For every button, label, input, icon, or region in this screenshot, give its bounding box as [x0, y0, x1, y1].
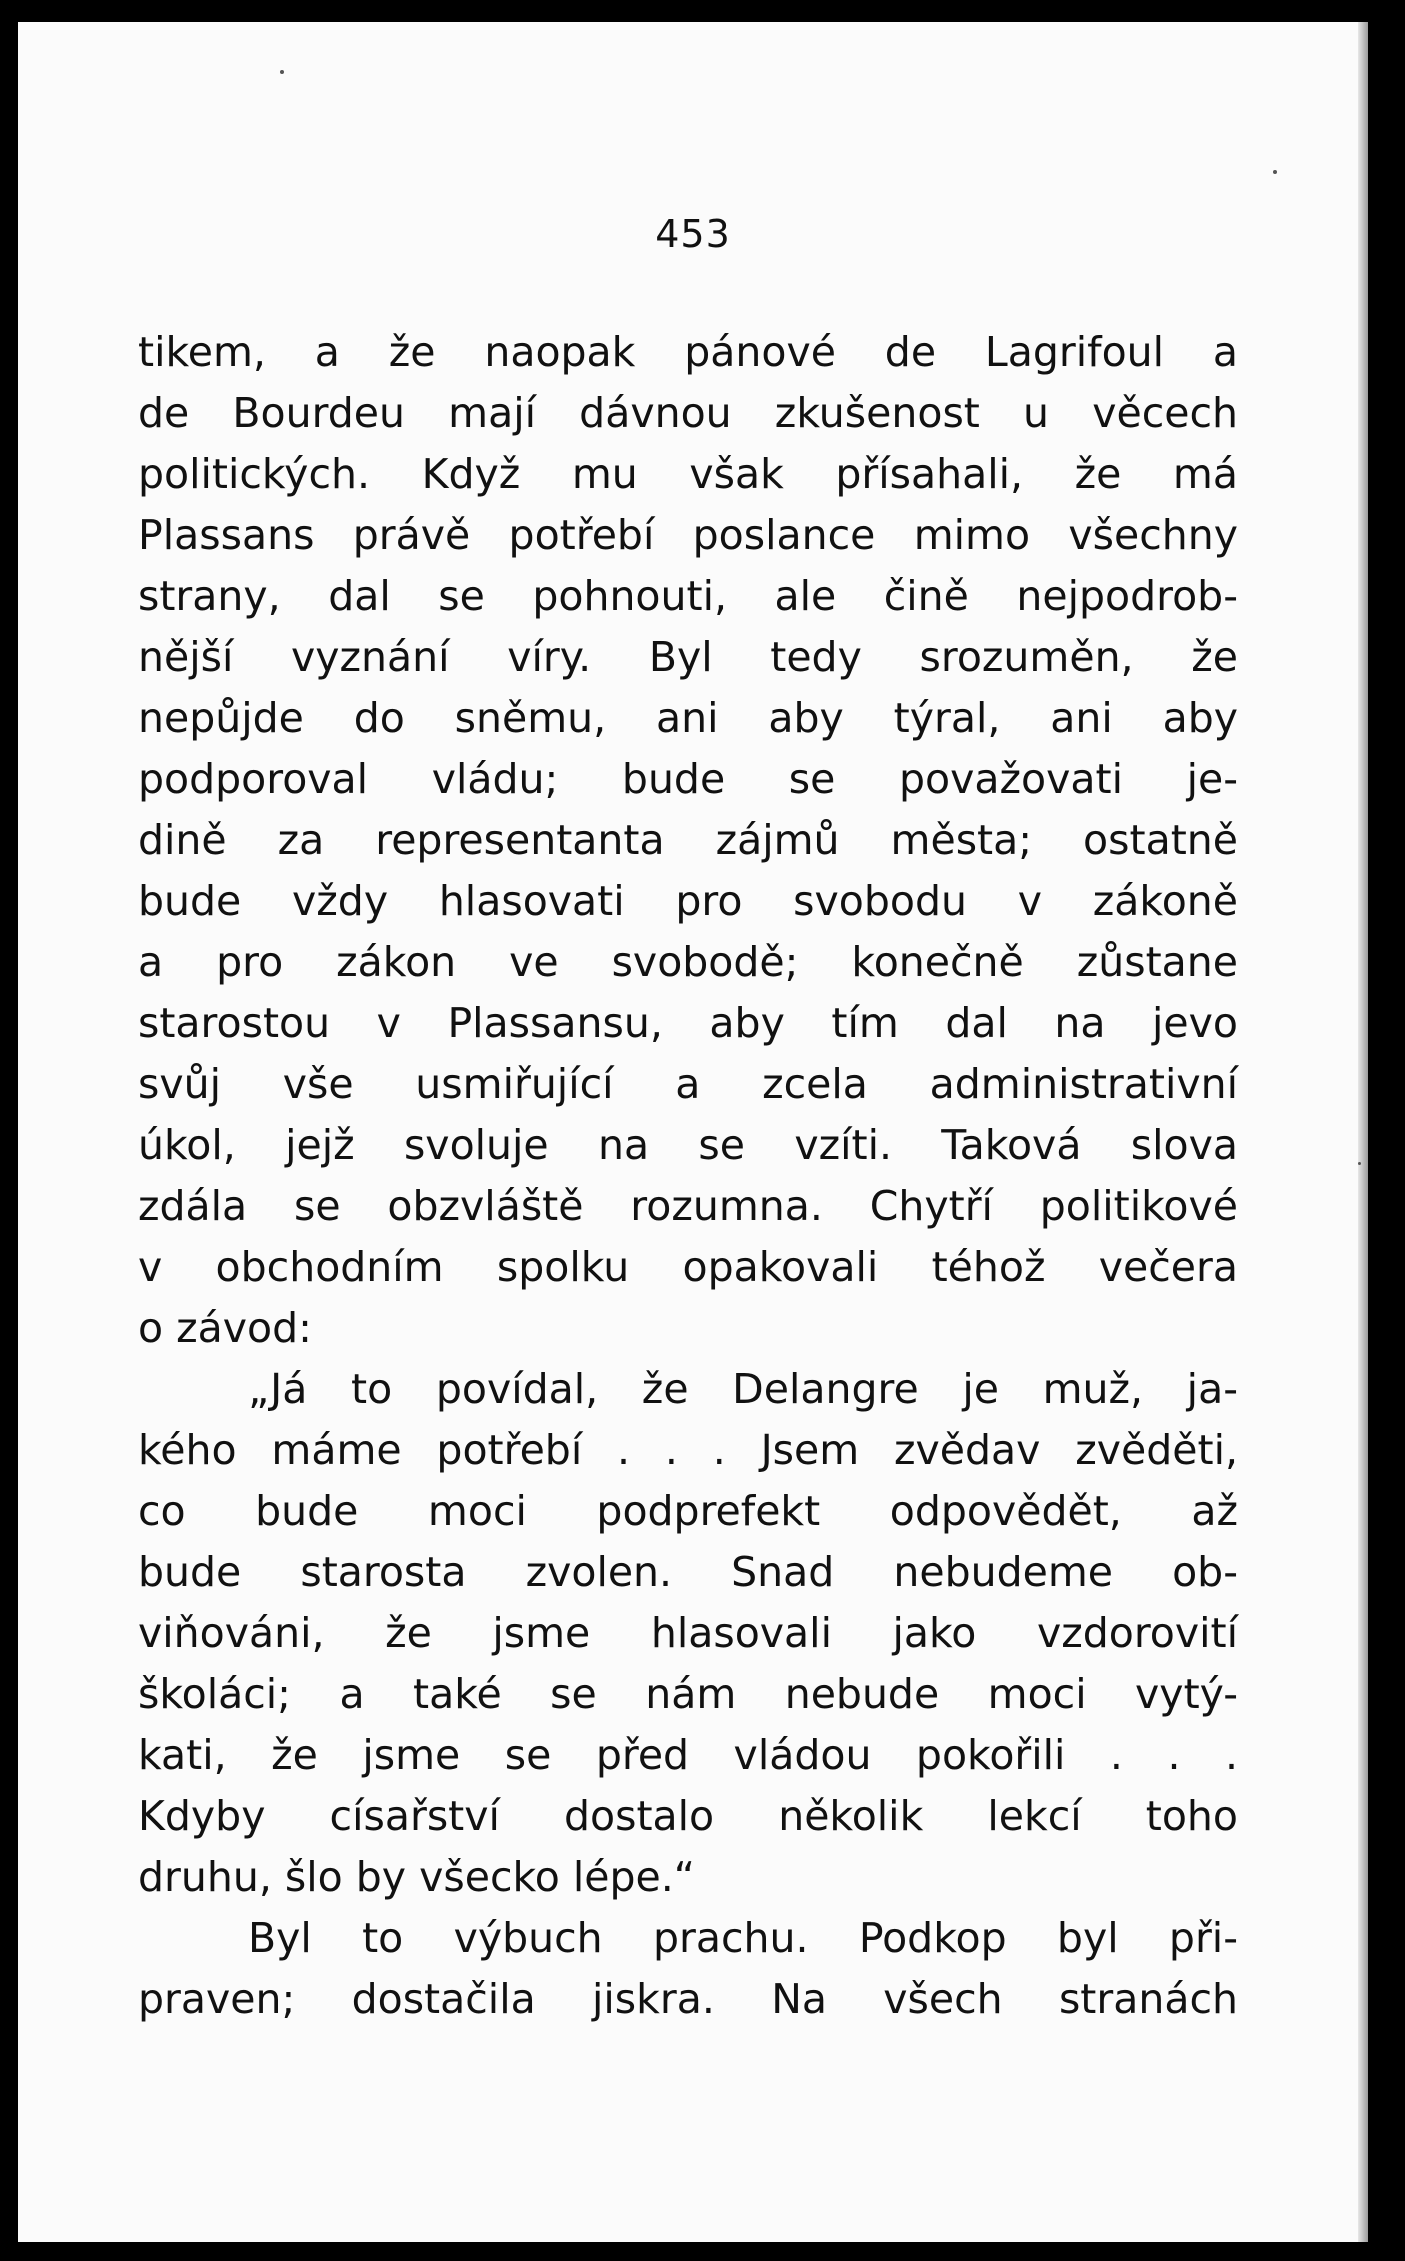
- text-line: dině za representanta zájmů města; ostatně: [138, 816, 1238, 864]
- text-line: starostou v Plassansu, aby tím dal na jevo: [138, 999, 1238, 1047]
- text-line: praven; dostačila jiskra. Na všech stranách: [138, 1975, 1238, 2023]
- text-line: nější vyznání víry. Byl tedy srozuměn, že: [138, 633, 1238, 681]
- paper-speck: [1273, 170, 1277, 174]
- text-line: politických. Když mu však přísahali, že má: [138, 450, 1238, 498]
- body-text: [138, 322, 1238, 2030]
- text-line: tikem, a že naopak pánové de Lagrifoul a: [138, 328, 1238, 376]
- text-line: v obchodním spolku opakovali téhož večera: [138, 1243, 1238, 1291]
- text-line: o závod:: [138, 1304, 312, 1352]
- text-line: kého máme potřebí . . . Jsem zvědav zvěděti,: [138, 1426, 1238, 1474]
- text-line: úkol, jejž svoluje na se vzíti. Taková slova: [138, 1121, 1238, 1169]
- text-line: kati, že jsme se před vládou pokořili . . .: [138, 1731, 1238, 1779]
- text-line: podporoval vládu; bude se považovati je-: [138, 755, 1238, 803]
- text-line: Byl to výbuch prachu. Podkop byl při-: [248, 1914, 1238, 1962]
- text-line: strany, dal se pohnouti, ale čině nejpodrob-: [138, 572, 1238, 620]
- page-edge-shadow: [1358, 22, 1368, 2242]
- paper-speck: [1358, 1162, 1361, 1165]
- text-line: „Já to povídal, že Delangre je muž, ja-: [248, 1365, 1238, 1413]
- text-line: co bude moci podprefekt odpovědět, až: [138, 1487, 1238, 1535]
- text-line: zdála se obzvláště rozumna. Chytří politikové: [138, 1182, 1238, 1230]
- page-number: 453: [655, 212, 731, 256]
- text-line: Plassans právě potřebí poslance mimo všechny: [138, 511, 1238, 559]
- text-line: a pro zákon ve svobodě; konečně zůstane: [138, 938, 1238, 986]
- text-line: druhu, šlo by všecko lépe.“: [138, 1853, 696, 1901]
- book-page: [18, 22, 1368, 2242]
- text-line: viňováni, že jsme hlasovali jako vzdorovití: [138, 1609, 1238, 1657]
- text-line: bude vždy hlasovati pro svobodu v zákoně: [138, 877, 1238, 925]
- paper-speck: [280, 70, 284, 74]
- text-line: svůj vše usmiřující a zcela administrativní: [138, 1060, 1238, 1108]
- text-line: bude starosta zvolen. Snad nebudeme ob-: [138, 1548, 1238, 1596]
- text-line: nepůjde do sněmu, ani aby týral, ani aby: [138, 694, 1238, 742]
- text-line: školáci; a také se nám nebude moci vytý-: [138, 1670, 1238, 1718]
- text-line: Kdyby císařství dostalo několik lekcí toho: [138, 1792, 1238, 1840]
- text-line: de Bourdeu mají dávnou zkušenost u věcech: [138, 389, 1238, 437]
